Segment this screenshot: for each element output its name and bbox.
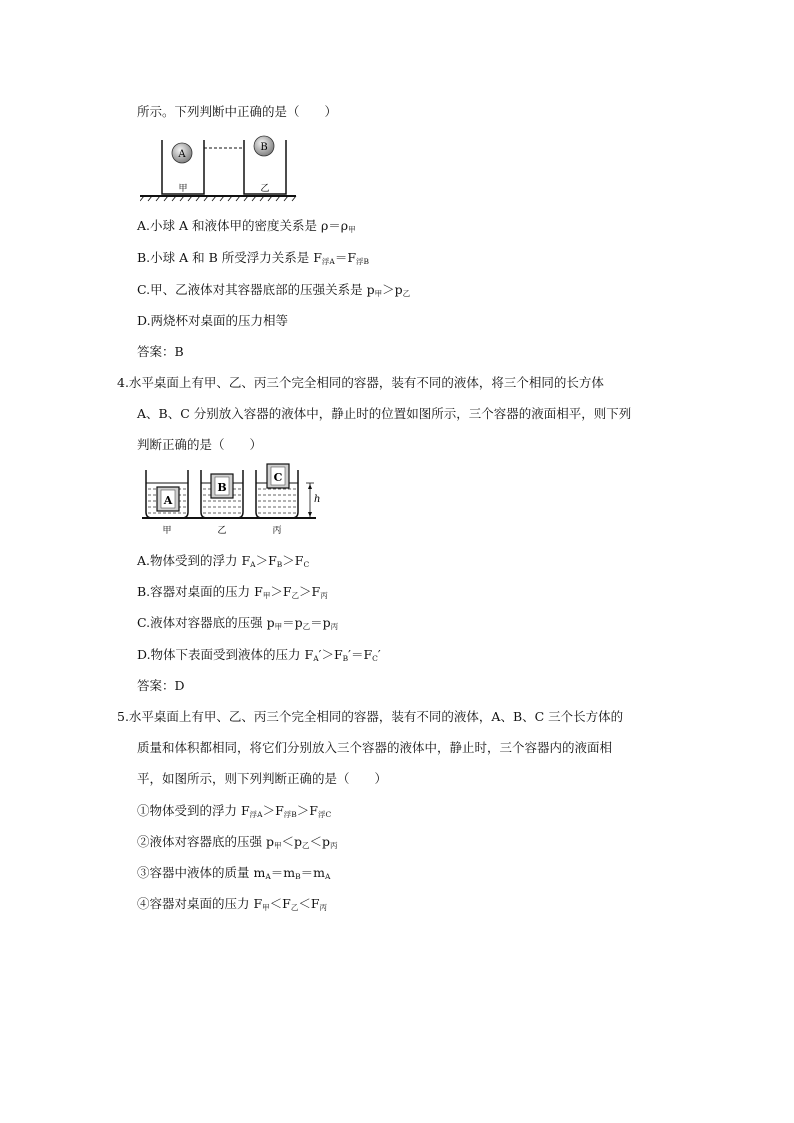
- q4-option-d: D.物体下表面受到液体的压力 $F_A'>F_B'=F_C'$: [137, 647, 381, 663]
- q5-item-4: ④容器对桌面的压力 $F_甲<F_乙<F_丙$: [137, 896, 328, 912]
- q4-option-a: A.物体受到的浮力 $F_A>F_B>F_C$: [137, 553, 310, 569]
- q3-stem: 所示。下列判断中正确的是（ ）: [137, 104, 338, 119]
- q4-stem-line-3: 判断正确的是（ ）: [137, 437, 263, 452]
- q4-option-c: C.液体对容器底的压强 $p_甲=p_乙=p_丙$: [137, 615, 339, 631]
- q5-stem-line-2: 质量和体积都相同，将它们分别放入三个容器的液体中，静止时，三个容器内的液面相: [137, 740, 613, 755]
- q4-figure: [138, 462, 328, 542]
- q5-stem-line-1: 5.水平桌面上有甲、乙、丙三个完全相同的容器，装有不同的液体，A、B、C 三个长方体的: [117, 709, 624, 724]
- block-b-label: B: [217, 481, 227, 494]
- q4-stem-line-1: 4.水平桌面上有甲、乙、丙三个完全相同的容器，装有不同的液体，将三个相同的长方体: [117, 375, 604, 390]
- q5-item-1: ①物体受到的浮力 $F_{浮A}>F_{浮B}>F_{浮C}$: [137, 803, 332, 819]
- container-2-label: 乙: [217, 526, 227, 536]
- beaker-left-label: 甲: [178, 184, 188, 194]
- q3-option-c: C.甲、乙液体对其容器底部的压强关系是 $p_甲>p_乙$: [137, 282, 411, 298]
- q5-item-2: ②液体对容器底的压强 $p_甲<p_乙<p_丙$: [137, 834, 338, 850]
- q3-option-b: B.小球 A 和 B 所受浮力关系是 $F_{浮A}=F_{浮B}$: [137, 250, 370, 266]
- ball-a-label: A: [178, 149, 186, 160]
- q3-figure: [140, 130, 300, 202]
- block-c-label: C: [273, 471, 283, 484]
- q3-answer: 答案：B: [137, 344, 184, 359]
- q5-stem-line-3: 平，如图所示，则下列判断正确的是（ ）: [137, 771, 388, 786]
- h-label: h: [314, 494, 321, 505]
- q4-answer: 答案：D: [137, 678, 185, 693]
- container-3-label: 丙: [272, 526, 282, 536]
- beaker-right-label: 乙: [260, 184, 270, 194]
- ball-b-label: B: [260, 142, 268, 153]
- container-1-label: 甲: [162, 526, 172, 536]
- q4-stem-line-2: A、B、C 分别放入容器的液体中，静止时的位置如图所示，三个容器的液面相平，则下列: [137, 406, 632, 421]
- q3-option-a: A.小球 A 和液体甲的密度关系是 $\rho=\rho_甲$: [137, 218, 356, 234]
- q5-item-3: ③容器中液体的质量 $m_A=m_B=m_A$: [137, 865, 331, 881]
- q4-option-b: B.容器对桌面的压力 $F_甲>F_乙>F_丙$: [137, 584, 328, 600]
- block-a-label: A: [163, 494, 173, 507]
- q3-option-d: D.两烧杯对桌面的压力相等: [137, 313, 289, 328]
